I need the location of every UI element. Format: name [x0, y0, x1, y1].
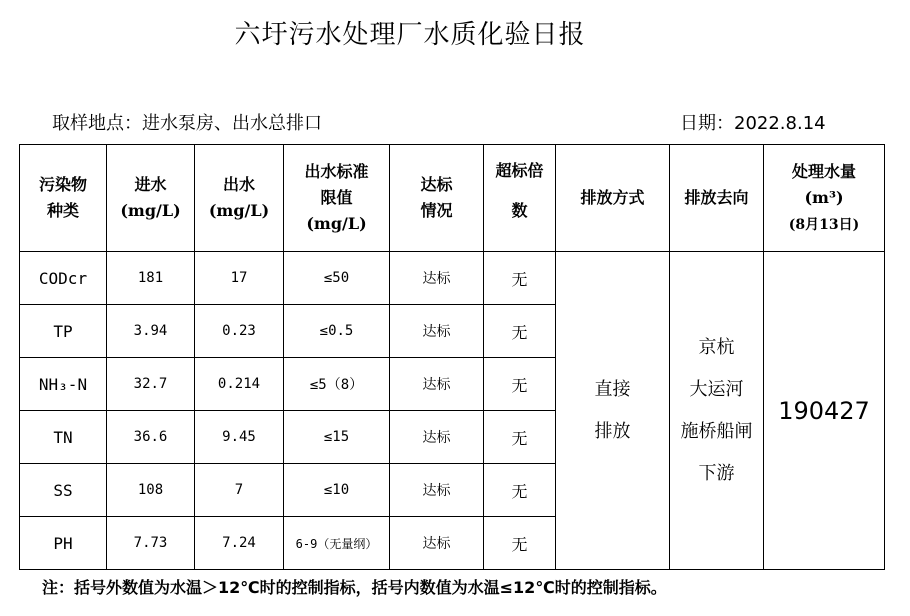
limit-cell: ≤10	[284, 464, 390, 517]
header-discharge-dest: 排放去向	[670, 145, 764, 252]
exceed-cell: 无	[484, 252, 556, 305]
report-date: 日期：2022.8.14	[680, 113, 826, 134]
limit-cell: ≤15	[284, 411, 390, 464]
effluent-cell: 7	[195, 464, 284, 517]
status-cell: 达标	[390, 252, 484, 305]
effluent-cell: 0.214	[195, 358, 284, 411]
pollutant-cell: CODcr	[20, 252, 107, 305]
header-effluent: 出水 (mg/L)	[195, 145, 284, 252]
header-limit: 出水标准 限值 (mg/L)	[284, 145, 390, 252]
discharge-dest-cell: 京杭 大运河 施桥船闸 下游	[670, 252, 764, 570]
influent-cell: 32.7	[107, 358, 195, 411]
effluent-cell: 7.24	[195, 517, 284, 570]
pollutant-cell: SS	[20, 464, 107, 517]
influent-cell: 3.94	[107, 305, 195, 358]
pollutant-cell: TP	[20, 305, 107, 358]
header-volume: 处理水量 (m³) (8月13日)	[764, 145, 885, 252]
header-row	[20, 145, 885, 252]
status-cell: 达标	[390, 517, 484, 570]
influent-cell: 181	[107, 252, 195, 305]
footnote: 注：括号外数值为水温＞12℃时的控制指标，括号内数值为水温≤12℃时的控制指标。	[42, 578, 667, 597]
exceed-cell: 无	[484, 358, 556, 411]
pollutant-cell: PH	[20, 517, 107, 570]
limit-cell: 6-9（无量纲）	[284, 517, 390, 570]
limit-cell: ≤0.5	[284, 305, 390, 358]
water-quality-table	[19, 144, 885, 570]
status-cell: 达标	[390, 358, 484, 411]
exceed-cell: 无	[484, 464, 556, 517]
header-discharge-method: 排放方式	[556, 145, 670, 252]
exceed-cell: 无	[484, 411, 556, 464]
status-cell: 达标	[390, 411, 484, 464]
header-influent: 进水 (mg/L)	[107, 145, 195, 252]
sampling-location: 取样地点：进水泵房、出水总排口	[52, 113, 322, 134]
effluent-cell: 9.45	[195, 411, 284, 464]
pollutant-cell: NH₃-N	[20, 358, 107, 411]
effluent-cell: 0.23	[195, 305, 284, 358]
influent-cell: 7.73	[107, 517, 195, 570]
exceed-cell: 无	[484, 305, 556, 358]
table-row	[20, 252, 885, 305]
header-pollutant: 污染物 种类	[20, 145, 107, 252]
influent-cell: 108	[107, 464, 195, 517]
limit-cell: ≤50	[284, 252, 390, 305]
discharge-method-cell: 直接 排放	[556, 252, 670, 570]
status-cell: 达标	[390, 464, 484, 517]
limit-cell: ≤5（8）	[284, 358, 390, 411]
report-title: 六圩污水处理厂水质化验日报	[234, 20, 586, 50]
header-exceed: 超标倍 数	[484, 145, 556, 252]
status-cell: 达标	[390, 305, 484, 358]
influent-cell: 36.6	[107, 411, 195, 464]
treated-volume-cell: 190427	[764, 252, 885, 570]
header-compliance: 达标 情况	[390, 145, 484, 252]
exceed-cell: 无	[484, 517, 556, 570]
effluent-cell: 17	[195, 252, 284, 305]
pollutant-cell: TN	[20, 411, 107, 464]
